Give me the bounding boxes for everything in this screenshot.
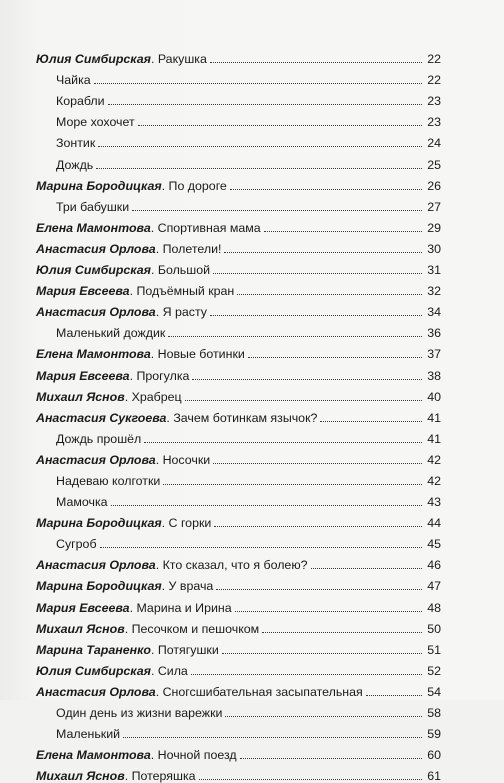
toc-entry [36,699,441,720]
toc-author: Мария Евсеева [36,368,130,383]
toc-page-number: 31 [427,263,441,278]
toc-entry [36,383,441,404]
dot-leader [163,484,422,485]
toc-page-number: 22 [427,52,441,67]
dot-leader [96,168,422,169]
author-separator: . [155,305,163,320]
toc-page-number: 58 [427,706,441,720]
toc-title: Потеряшка [131,769,196,783]
dot-leader [132,210,422,211]
toc-author: Михаил Яснов [36,769,125,783]
author-separator: . [155,452,163,467]
toc-title: Ракушка [157,52,207,67]
dot-leader [111,505,422,506]
author-separator: . [161,579,169,594]
toc-author: Анастасия Орлова [36,305,156,320]
toc-entry [36,488,441,509]
author-separator: . [124,769,132,783]
toc-page-number: 44 [427,516,441,531]
dot-leader [224,252,422,253]
toc-title: Маленький [56,727,121,742]
dot-leader [168,336,422,337]
author-separator: . [150,52,158,67]
toc-title: Зачем ботинкам язычок? [173,410,318,425]
author-separator: . [150,347,158,362]
dot-leader [191,674,422,675]
toc-page-number: 23 [427,115,441,130]
author-separator: . [150,263,158,278]
dot-leader [235,611,422,612]
toc-entry [36,108,441,129]
dot-leader [366,695,422,696]
toc-entry [36,446,441,467]
author-separator: . [155,241,163,256]
toc-title: Прогулка [136,368,190,383]
toc-page-number: 42 [427,473,441,488]
dot-leader [311,568,422,569]
toc-page-number: 32 [427,284,441,299]
toc-author: Елена Мамонтова [36,748,151,763]
toc-title: По дороге [168,178,227,193]
toc-entry [36,467,441,488]
toc-entry [36,636,441,657]
dot-leader [138,125,422,126]
author-separator: . [161,516,169,531]
toc-page-number: 50 [427,621,441,636]
dot-leader [262,632,422,633]
toc-author: Мария Евсеева [36,284,130,299]
toc-entry [36,150,441,171]
toc-title: Кто сказал, что я болею? [162,558,308,573]
toc-page-number: 43 [427,495,441,510]
toc-entry [36,256,441,277]
toc-title: Новые ботинки [157,347,245,362]
toc-entry [36,66,441,87]
dot-leader [210,62,422,63]
toc-page-number: 42 [427,452,441,467]
toc-page-number: 37 [427,347,441,362]
author-separator: . [155,684,163,699]
toc-title: Потягушки [157,642,219,657]
dot-leader [210,315,422,316]
toc-page-number: 54 [427,684,441,699]
toc-title: Я расту [162,305,207,320]
toc-title: Марина и Ирина [136,600,232,615]
toc-entry [36,678,441,699]
dot-leader [248,357,422,358]
toc-entry [36,361,441,382]
toc-entry [36,551,441,572]
toc-entry [36,340,441,361]
toc-entry [36,762,441,783]
toc-entry [36,615,441,636]
toc-page-number: 41 [427,431,441,446]
toc-page-number: 51 [427,642,441,657]
author-separator: . [161,178,169,193]
dot-leader [100,547,422,548]
toc-title: Песочком и пешочком [131,621,260,636]
toc-page-number: 41 [427,410,441,425]
author-separator: . [150,220,158,235]
toc-entry [36,172,441,193]
toc-title: Храбрец [131,389,182,404]
toc-title: Три бабушки [56,199,130,214]
toc-author: Мария Евсеева [36,600,130,615]
toc-page-number: 48 [427,600,441,615]
toc-author: Марина Бородицкая [36,178,162,193]
toc-author: Анастасия Сукгоева [36,410,167,425]
toc-entry [36,87,441,108]
toc-title: Дождь [56,157,94,172]
toc-title: Носочки [162,452,211,467]
toc-entry [36,425,441,446]
toc-page-number: 27 [427,199,441,214]
dot-leader [213,273,422,274]
toc-page-number: 34 [427,305,441,320]
toc-author: Михаил Яснов [36,389,125,404]
toc-page-number: 60 [427,748,441,763]
toc-title: Подъёмный кран [136,284,235,299]
toc-entry [36,235,441,256]
toc-page-number: 45 [427,537,441,552]
toc-title: Море хохочет [56,115,135,130]
toc-author: Марина Тараненко [36,642,151,657]
toc-page-number: 25 [427,157,441,172]
dot-leader [108,104,422,105]
dot-leader [216,589,422,590]
toc-author: Елена Мамонтова [36,220,151,235]
dot-leader [213,463,422,464]
toc-title: Один день из жизни варежки [56,706,223,720]
toc-title: Большой [157,263,211,278]
toc-entry [36,530,441,551]
author-separator: . [155,558,163,573]
toc-author: Юлия Симбирская [36,663,151,678]
toc-page-number: 52 [427,663,441,678]
dot-leader [185,400,422,401]
toc-entry [36,214,441,235]
toc-page-number: 23 [427,94,441,109]
toc-page-number: 38 [427,368,441,383]
toc-title: Мамочка [56,495,108,510]
author-separator: . [166,410,174,425]
toc-title: Сногсшибательная засыпательная [162,684,363,699]
dot-leader [222,653,422,654]
dot-leader [264,231,422,232]
toc-entry [36,404,441,425]
toc-author: Анастасия Орлова [36,684,156,699]
toc-title: Ночной поезд [157,748,237,763]
dot-leader [123,737,422,738]
toc-author: Михаил Яснов [36,621,125,636]
toc-title: Корабли [56,94,105,109]
toc-title: Спортивная мама [157,220,261,235]
toc-page-number: 29 [427,220,441,235]
dot-leader [240,758,422,759]
toc-author: Елена Мамонтова [36,347,151,362]
toc-page-number: 36 [427,326,441,341]
toc-entry [36,720,441,741]
dot-leader [230,189,422,190]
toc-entry [36,572,441,593]
author-separator: . [150,642,158,657]
toc-title: У врача [168,579,214,594]
toc-title: Сила [157,663,188,678]
author-separator: . [150,748,158,763]
toc-page-number: 47 [427,579,441,594]
toc-page-number: 61 [427,769,441,783]
toc-title: Полетели! [162,241,222,256]
toc-entry [36,741,441,762]
toc-author: Анастасия Орлова [36,452,156,467]
toc-entry [36,657,441,678]
toc-page-number: 40 [427,389,441,404]
toc-entry [36,129,441,150]
toc-page-number: 30 [427,241,441,256]
author-separator: . [124,389,132,404]
toc-author: Марина Бородицкая [36,579,162,594]
toc-page-number: 24 [427,136,441,151]
table-of-contents [36,45,441,783]
toc-title: Чайка [56,73,91,88]
toc-author: Марина Бородицкая [36,516,162,531]
dot-leader [214,526,422,527]
author-separator: . [150,663,158,678]
toc-author: Юлия Симбирская [36,52,151,67]
toc-page-number: 46 [427,558,441,573]
dot-leader [237,294,422,295]
dot-leader [192,379,422,380]
toc-title: С горки [168,516,212,531]
toc-page-number: 22 [427,73,441,88]
toc-title: Зонтик [56,136,96,151]
toc-entry [36,593,441,614]
author-separator: . [129,600,137,615]
toc-entry [36,298,441,319]
author-separator: . [129,284,137,299]
toc-title: Дождь прошёл [56,431,142,446]
toc-entry [36,277,441,298]
author-separator: . [129,368,137,383]
dot-leader [98,146,422,147]
toc-title: Сугроб [56,537,97,552]
dot-leader [199,779,422,780]
toc-title: Надеваю колготки [56,473,161,488]
toc-entry [36,193,441,214]
toc-title: Маленький дождик [56,326,166,341]
toc-author: Юлия Симбирская [36,263,151,278]
author-separator: . [124,621,132,636]
toc-author: Анастасия Орлова [36,558,156,573]
dot-leader [320,421,422,422]
dot-leader [94,83,422,84]
toc-entry [36,45,441,66]
dot-leader [144,442,422,443]
toc-page-number: 26 [427,178,441,193]
toc-author: Анастасия Орлова [36,241,156,256]
toc-entry [36,319,441,340]
dot-leader [225,716,422,717]
toc-page-number: 59 [427,727,441,742]
toc-entry [36,509,441,530]
